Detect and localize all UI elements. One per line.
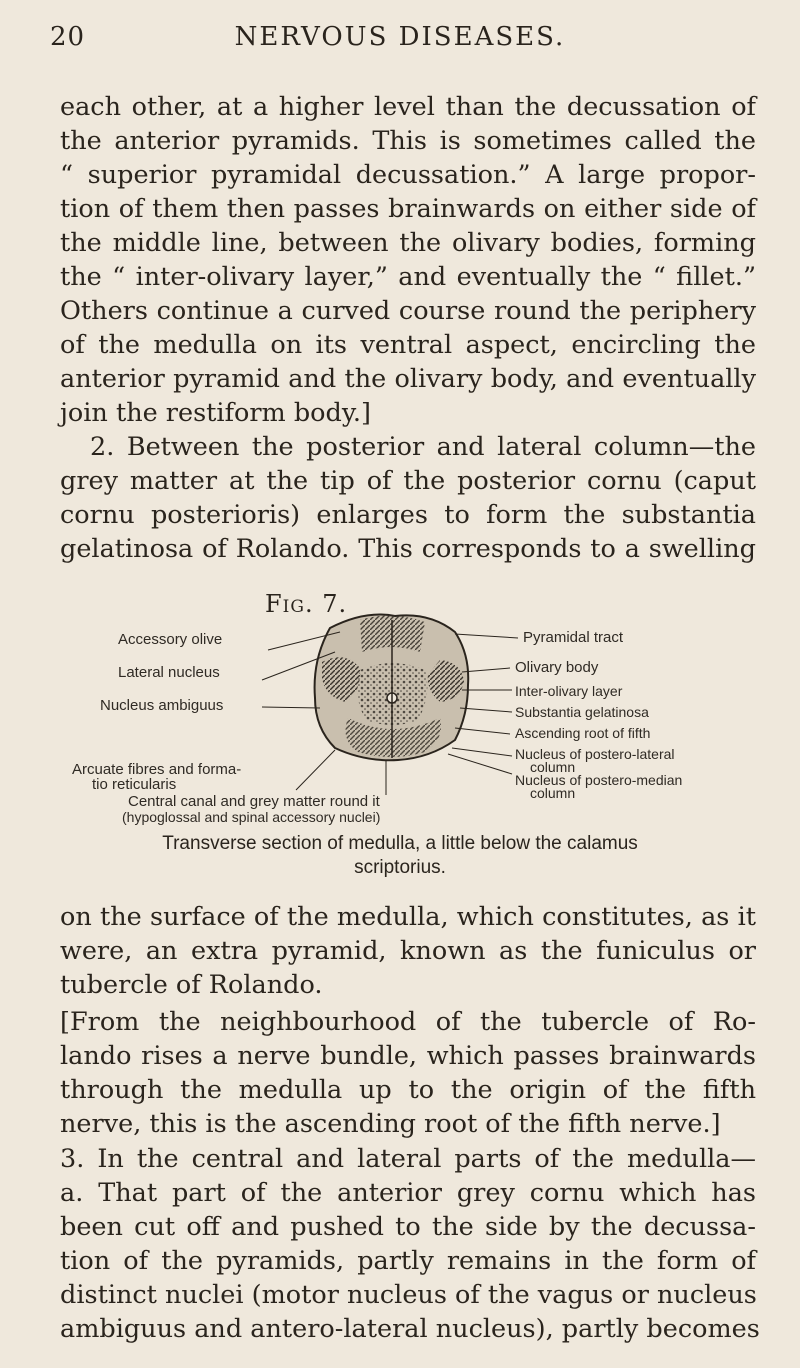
text-line: through the medulla up to the origin of the fifth bbox=[60, 1075, 756, 1105]
text-line: tion of the pyramids, partly remains in the form of bbox=[60, 1246, 756, 1276]
label-arcuate-fibres-2: tio reticularis bbox=[92, 776, 177, 793]
text-line: nerve, this is the ascending root of the fifth nerve.] bbox=[60, 1109, 721, 1139]
page-number: 20 bbox=[50, 22, 86, 52]
text-line: of the medulla on its ventral aspect, encircling the bbox=[60, 330, 756, 360]
text-line: Others continue a curved course round the periphery bbox=[60, 296, 756, 326]
label-central-canal-1: Central canal and grey matter round it bbox=[128, 793, 380, 810]
text-line: “ superior pyramidal decussation.” A large propor- bbox=[60, 160, 756, 190]
text-line: grey matter at the tip of the posterior cornu (caput bbox=[60, 466, 756, 496]
label-olivary-body: Olivary body bbox=[515, 659, 599, 676]
text-line: lando rises a nerve bundle, which passes brainwards bbox=[60, 1041, 756, 1071]
text-line: tion of them then passes brainwards on either side of bbox=[60, 194, 756, 224]
text-line: a. That part of the anterior grey cornu which has bbox=[60, 1178, 756, 1208]
paragraph-2 bbox=[60, 430, 756, 566]
text-line: [From the neighbourhood of the tubercle of Ro- bbox=[60, 1007, 756, 1037]
label-inter-olivary-layer: Inter-olivary layer bbox=[515, 683, 623, 699]
label-pyramidal-tract: Pyramidal tract bbox=[523, 629, 624, 646]
text-line: distinct nuclei (motor nucleus of the vagus or nucleus bbox=[60, 1280, 757, 1310]
label-ascending-root-fifth: Ascending root of fifth bbox=[515, 725, 651, 741]
figure-7 bbox=[0, 590, 800, 830]
text-line: anterior pyramid and the olivary body, and eventually bbox=[60, 364, 756, 394]
label-substantia-gelatinosa: Substantia gelatinosa bbox=[515, 704, 649, 720]
label-lateral-nucleus: Lateral nucleus bbox=[118, 664, 220, 681]
text-line: cornu posterioris) enlarges to form the substantia bbox=[60, 500, 756, 530]
paragraph-4 bbox=[60, 1005, 756, 1141]
label-nucleus-postero-median-2: column bbox=[530, 785, 576, 801]
text-line: 2. Between the posterior and lateral column—the bbox=[90, 432, 756, 462]
label-nucleus-ambiguus: Nucleus ambiguus bbox=[100, 697, 224, 714]
text-line: join the restiform body.] bbox=[60, 398, 371, 428]
text-line: were, an extra pyramid, known as the funiculus or bbox=[60, 936, 756, 966]
text-line: 3. In the central and lateral parts of the medulla— bbox=[60, 1144, 756, 1174]
paragraph-1 bbox=[60, 90, 756, 430]
paragraph-3 bbox=[60, 900, 756, 1002]
figure-caption bbox=[0, 832, 800, 880]
caption-line: Transverse section of medulla, a little below the calamus bbox=[162, 833, 638, 854]
text-line: on the surface of the medulla, which constitutes, as it bbox=[60, 902, 756, 932]
text-line: gelatinosa of Rolando. This corresponds to a swelling bbox=[60, 534, 756, 564]
text-line: ambiguus and antero-lateral nucleus), partly becomes bbox=[60, 1314, 760, 1344]
figure-title: Fig. 7. bbox=[265, 590, 348, 618]
text-line: been cut off and pushed to the side by the decussa- bbox=[60, 1212, 756, 1242]
label-nucleus-postero-lateral-2: column bbox=[530, 759, 576, 775]
label-nucleus-postero-median-1: Nucleus of postero-median bbox=[515, 772, 683, 788]
caption-line: scriptorius. bbox=[354, 857, 446, 878]
label-nucleus-postero-lateral-1: Nucleus of postero-lateral bbox=[515, 746, 675, 762]
text-line: tubercle of Rolando. bbox=[60, 970, 323, 1000]
text-line: the anterior pyramids. This is sometimes called the bbox=[60, 126, 756, 156]
running-head: NERVOUS DISEASES. bbox=[234, 22, 566, 52]
label-accessory-olive: Accessory olive bbox=[118, 631, 223, 648]
page-header bbox=[50, 22, 750, 62]
paragraph-5 bbox=[60, 1142, 760, 1346]
label-arcuate-fibres-1: Arcuate fibres and forma- bbox=[72, 761, 242, 778]
text-line: each other, at a higher level than the decussation of bbox=[60, 92, 756, 122]
label-central-canal-2: (hypoglossal and spinal accessory nuclei) bbox=[122, 809, 381, 825]
text-line: the middle line, between the olivary bodies, forming bbox=[60, 228, 756, 258]
text-line: the “ inter-olivary layer,” and eventually the “ fillet.” bbox=[60, 262, 756, 292]
